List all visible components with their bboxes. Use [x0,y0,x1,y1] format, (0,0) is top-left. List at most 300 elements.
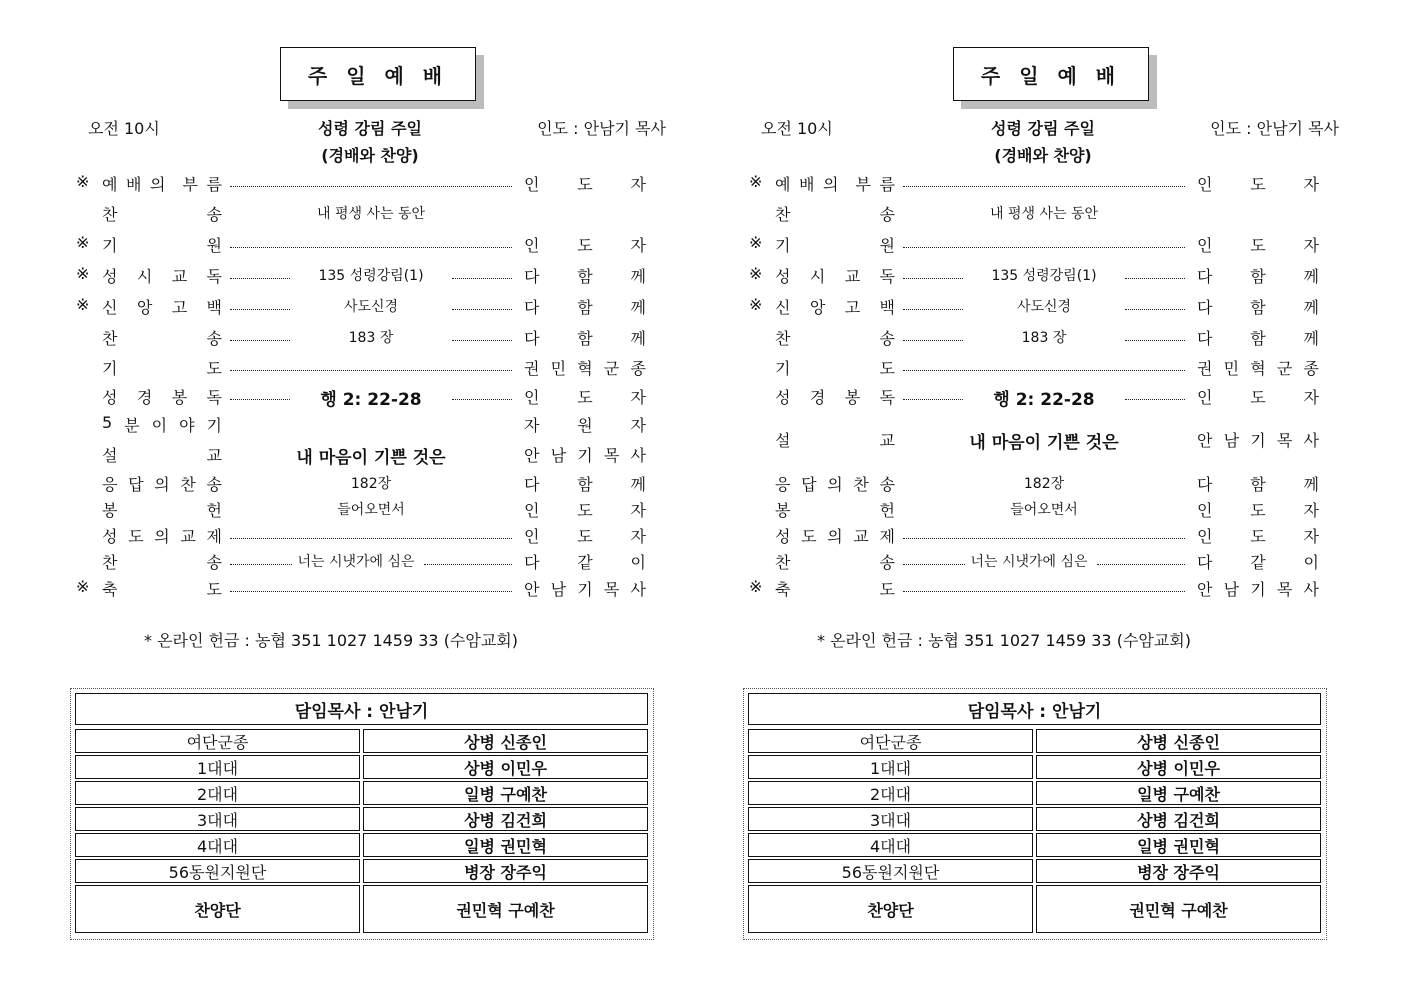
label-char: 성 [102,388,118,407]
order-item-detail [903,326,1185,348]
label-char: 찬 [775,553,791,572]
responder-char: 이 [1303,553,1319,572]
label-char: 답 [801,475,817,494]
responder-char: 도 [577,388,593,407]
roster-chaplain: 일병 권민혁 [1036,833,1321,857]
order-row [70,172,648,194]
label-char: 5 [102,413,113,432]
label-char: 송 [879,475,895,494]
standing-mark: ※ [76,264,90,283]
order-item-label [102,413,222,436]
label-char: 름 [879,175,895,194]
label-char: 도 [206,359,222,378]
roster-chaplain: 병장 장주익 [1036,859,1321,883]
order-row [70,356,648,378]
order-item-responder [524,472,646,495]
leader-dots [903,591,1185,592]
order-item-label [775,172,895,195]
responder-char: 사 [630,446,646,465]
label-char: 름 [206,175,222,194]
label-char: 설 [775,431,791,450]
responder-char: 종 [630,359,646,378]
responder-char: 께 [630,475,646,494]
order-item-responder [524,577,646,600]
label-char: 의 [154,475,170,494]
order-item-detail [903,498,1185,520]
order-item-label [102,385,222,408]
order-item-detail [903,233,1185,255]
standing-mark: ※ [76,233,90,252]
detail-text: 135 성령강림(1) [318,268,424,284]
order-row [70,472,648,494]
responder-char: 안 [1197,580,1213,599]
label-char: 독 [879,267,895,286]
responder-char: 사 [630,580,646,599]
order-item-responder [524,233,646,256]
label-char: 독 [206,388,222,407]
standing-mark: ※ [749,233,763,252]
order-item-responder [524,550,646,573]
order-item-responder [1197,295,1319,318]
detail-text: 내 마음이 기쁜 것은 [296,448,446,468]
label-char: 의 [827,475,843,494]
service-leader: 인도 : 안남기 목사 [537,119,666,138]
responder-char: 인 [524,527,540,546]
detail-text: 들어오면서 [337,502,405,518]
label-char: 찬 [853,475,869,494]
responder-char: 자 [630,388,646,407]
label-char: 고 [171,298,188,317]
order-item-detail [230,550,512,572]
detail-text: 들어오면서 [1010,502,1078,518]
label-char: 헌 [206,501,222,520]
order-item-label [102,295,222,318]
order-item-responder [1197,326,1319,349]
order-item-label [775,550,895,573]
order-item-detail [903,385,1185,410]
responder-char: 남 [1223,431,1240,450]
standing-mark: ※ [749,577,763,596]
order-item-detail [230,172,512,194]
order-row [743,428,1321,453]
order-item-responder [1197,428,1319,451]
responder-char: 자 [630,501,646,520]
order-item-detail [230,202,512,224]
order-item-label [102,326,222,349]
service-time: 오전 10시 [88,119,160,138]
order-item-label [102,172,222,195]
leader-dots [230,370,512,371]
responder-char: 사 [1303,580,1319,599]
label-char: 봉 [844,388,861,407]
responder-char: 다 [1197,329,1213,348]
service-leader: 인도 : 안남기 목사 [1210,119,1339,138]
order-row [743,356,1321,378]
label-char: 응 [102,475,118,494]
order-row [70,524,648,546]
order-item-label [102,550,222,573]
roster-unit: 2대대 [75,781,360,805]
label-char: 응 [775,475,791,494]
responder-char: 함 [1250,298,1266,317]
order-item-detail [230,233,512,255]
responder-char: 함 [577,298,593,317]
order-item-responder [524,443,646,466]
roster-unit: 3대대 [748,807,1033,831]
service-time: 오전 10시 [761,119,833,138]
label-char: 도 [128,527,144,546]
responder-char: 도 [1250,527,1266,546]
order-item-label [775,498,895,521]
label-char: 답 [128,475,144,494]
label-char: 원 [879,236,895,255]
responder-char: 남 [550,580,567,599]
label-char: 도 [801,527,817,546]
responder-char: 다 [524,553,540,572]
responder-char: 함 [577,475,593,494]
responder-char: 목 [1276,431,1293,450]
leader-dots [903,247,1185,248]
order-item-responder [1197,264,1319,287]
label-char: 의 [823,175,839,194]
order-item-detail [903,295,1185,317]
order-row [70,550,648,572]
roster-unit: 3대대 [75,807,360,831]
order-row [743,202,1321,224]
order-item-responder [524,524,646,547]
label-char: 설 [102,446,118,465]
responder-char: 인 [524,175,540,194]
responder-char: 권 [524,359,540,378]
chaplain-roster [70,688,654,940]
responder-char: 께 [1303,475,1319,494]
order-item-label [102,577,222,600]
order-row [743,524,1321,546]
responder-char: 함 [577,267,593,286]
order-row [743,264,1321,286]
roster-chaplain: 상병 이민우 [363,755,648,779]
label-char: 제 [206,527,222,546]
order-item-label [775,577,895,600]
label-char: 송 [879,205,895,224]
responder-char: 남 [1223,580,1240,599]
standing-mark: ※ [749,295,763,314]
order-item-responder [1197,172,1319,195]
order-item-label [775,295,895,318]
label-char: 성 [775,267,791,286]
detail-text: 행 2: 22-28 [993,390,1095,410]
label-char: 성 [775,388,791,407]
label-char: 배 [799,175,815,194]
label-char: 성 [775,527,791,546]
label-char: 시 [136,267,153,286]
order-row [743,326,1321,348]
label-char: 찬 [102,329,118,348]
standing-mark: ※ [76,577,90,596]
roster-chaplain: 상병 신종인 [363,729,648,753]
label-char: 시 [809,267,826,286]
order-row [743,233,1321,255]
responder-char: 자 [1303,388,1319,407]
responder-char: 께 [630,298,646,317]
responder-char: 자 [630,175,646,194]
order-item-label [775,264,895,287]
responder-char: 종 [1303,359,1319,378]
order-item-label [775,385,895,408]
label-char: 찬 [775,205,791,224]
order-item-label [102,472,222,495]
detail-text: 행 2: 22-28 [320,390,422,410]
order-item-detail [903,472,1185,494]
label-char: 봉 [102,501,118,520]
label-char: 봉 [775,501,791,520]
responder-char: 혁 [1250,359,1266,378]
label-char: 기 [102,359,118,378]
leader-dots [903,538,1185,539]
responder-char: 함 [577,329,593,348]
label-char: 분 [124,416,140,435]
order-row [70,443,648,468]
order-item-responder [524,326,646,349]
detail-text: 너는 시냇가에 심은 [970,554,1088,570]
responder-char: 인 [524,388,540,407]
order-item-detail [230,295,512,317]
label-char: 의 [827,527,843,546]
responder-char: 안 [524,446,540,465]
roster-head: 담임목사 : 안남기 [748,693,1321,725]
label-char: 송 [206,553,222,572]
order-item-detail [230,385,512,410]
label-char: 신 [102,298,118,317]
responder-char: 자 [630,416,646,435]
order-item-detail [903,264,1185,286]
order-row [70,233,648,255]
order-item-responder [1197,524,1319,547]
roster-unit: 1대대 [748,755,1033,779]
responder-char: 인 [524,501,540,520]
order-item-label [102,443,222,466]
order-item-label [775,524,895,547]
leader-dots [903,370,1185,371]
detail-text: 너는 시냇가에 심은 [297,554,415,570]
responder-char: 께 [1303,329,1319,348]
responder-char: 군 [603,359,620,378]
order-item-detail [903,202,1185,224]
label-char: 야 [179,416,195,435]
order-item-responder [1197,356,1319,379]
label-char: 의 [150,175,166,194]
order-item-responder [1197,577,1319,600]
responder-char: 자 [630,527,646,546]
service-subtitle: (경배와 찬양) [321,146,419,165]
order-item-label [775,233,895,256]
label-char: 신 [775,298,791,317]
label-char: 배 [126,175,142,194]
order-row [70,577,648,599]
responder-char: 함 [1250,267,1266,286]
standing-mark: ※ [749,172,763,191]
roster-unit: 1대대 [75,755,360,779]
roster-head: 담임목사 : 안남기 [75,693,648,725]
order-item-label [102,498,222,521]
roster-chaplain: 상병 이민우 [1036,755,1321,779]
responder-char: 목 [1276,580,1293,599]
responder-char: 께 [1303,267,1319,286]
label-char: 헌 [879,501,895,520]
detail-text: 내 평생 사는 동안 [316,206,426,222]
responder-char: 기 [1250,431,1266,450]
responder-char: 기 [577,580,593,599]
label-char: 예 [775,175,791,194]
responder-char: 도 [577,236,593,255]
responder-char: 도 [577,175,593,194]
order-item-detail [230,472,512,494]
order-item-responder [524,413,646,436]
responder-char: 도 [1250,175,1266,194]
bulletin-panel-right [743,0,1343,992]
order-row [70,295,648,317]
responder-char: 안 [1197,431,1213,450]
label-char: 송 [879,553,895,572]
label-char: 원 [206,236,222,255]
order-item-detail [230,356,512,378]
roster-unit: 여단군종 [75,729,360,753]
responder-char: 인 [1197,527,1213,546]
responder-char: 함 [1250,475,1266,494]
label-char: 찬 [775,329,791,348]
detail-text: 내 평생 사는 동안 [989,206,1099,222]
responder-char: 함 [1250,329,1266,348]
label-char: 앙 [136,298,153,317]
roster-chaplain: 상병 김건희 [363,807,648,831]
label-char: 찬 [102,553,118,572]
detail-text: 182장 [1023,476,1065,492]
order-row [70,264,648,286]
responder-char: 인 [1197,175,1213,194]
responder-char: 자 [630,236,646,255]
detail-text: 182장 [350,476,392,492]
responder-char: 혁 [577,359,593,378]
responder-char: 인 [1197,388,1213,407]
order-item-responder [524,385,646,408]
responder-char: 도 [577,527,593,546]
service-theme: 성령 강림 주일 [991,119,1095,138]
order-item-responder [1197,385,1319,408]
order-item-responder [524,356,646,379]
responder-char: 인 [524,236,540,255]
order-item-responder [524,264,646,287]
label-char: 교 [853,527,869,546]
responder-char: 인 [1197,501,1213,520]
label-char: 송 [206,205,222,224]
order-item-detail [903,577,1185,599]
label-char: 예 [102,175,118,194]
order-item-label [775,472,895,495]
label-char: 독 [879,388,895,407]
responder-char: 민 [1223,359,1240,378]
leader-dots [230,186,512,187]
order-item-detail [230,443,512,468]
order-row [70,385,648,410]
roster-chaplain: 상병 김건희 [1036,807,1321,831]
roster-unit: 4대대 [75,833,360,857]
responder-char: 께 [630,267,646,286]
label-char: 경 [136,388,153,407]
detail-text: 183 장 [1021,330,1067,346]
responder-char: 같 [577,553,593,572]
responder-char: 목 [603,580,620,599]
label-char: 고 [844,298,861,317]
bulletin-panel-left [70,0,670,992]
order-item-label [102,233,222,256]
order-item-detail [230,577,512,599]
label-char: 백 [879,298,895,317]
order-item-detail [230,498,512,520]
order-item-label [102,356,222,379]
roster-unit: 56동원지원단 [75,859,360,883]
responder-char: 남 [550,446,567,465]
order-row [70,498,648,520]
label-char: 송 [879,329,895,348]
label-char: 성 [102,527,118,546]
label-char: 경 [809,388,826,407]
responder-char: 안 [524,580,540,599]
responder-char: 군 [1276,359,1293,378]
responder-char: 도 [577,501,593,520]
order-row [743,498,1321,520]
service-theme: 성령 강림 주일 [318,119,422,138]
responder-char: 다 [524,329,540,348]
label-char: 송 [206,475,222,494]
responder-char: 다 [524,475,540,494]
label-char: 교 [171,267,188,286]
responder-char: 자 [1303,175,1319,194]
order-row [743,172,1321,194]
responder-char: 다 [1197,298,1213,317]
detail-text: 183 장 [348,330,394,346]
order-item-detail [230,524,512,546]
order-item-label [775,428,895,451]
responder-char: 도 [1250,388,1266,407]
responder-char: 같 [1250,553,1266,572]
roster-unit: 2대대 [748,781,1033,805]
order-item-detail [903,428,1185,453]
label-char: 교 [180,527,196,546]
order-item-label [775,326,895,349]
order-row [743,472,1321,494]
responder-char: 권 [1197,359,1213,378]
order-row [743,550,1321,572]
label-char: 부 [182,175,198,194]
detail-text: 사도신경 [1016,299,1072,315]
roster-chaplain: 일병 구예찬 [363,781,648,805]
responder-char: 민 [550,359,567,378]
online-offering-note: * 온라인 헌금 : 농협 351 1027 1459 33 (수암교회) [144,631,519,650]
order-item-responder [1197,472,1319,495]
order-item-detail [903,356,1185,378]
order-row [743,577,1321,599]
label-char: 교 [844,267,861,286]
order-item-detail [903,524,1185,546]
responder-char: 다 [1197,475,1213,494]
responder-char: 이 [630,553,646,572]
leader-dots [230,247,512,248]
order-item-detail [230,264,512,286]
responder-char: 기 [1250,580,1266,599]
standing-mark: ※ [749,264,763,283]
responder-char: 자 [1303,236,1319,255]
label-char: 이 [151,416,168,435]
